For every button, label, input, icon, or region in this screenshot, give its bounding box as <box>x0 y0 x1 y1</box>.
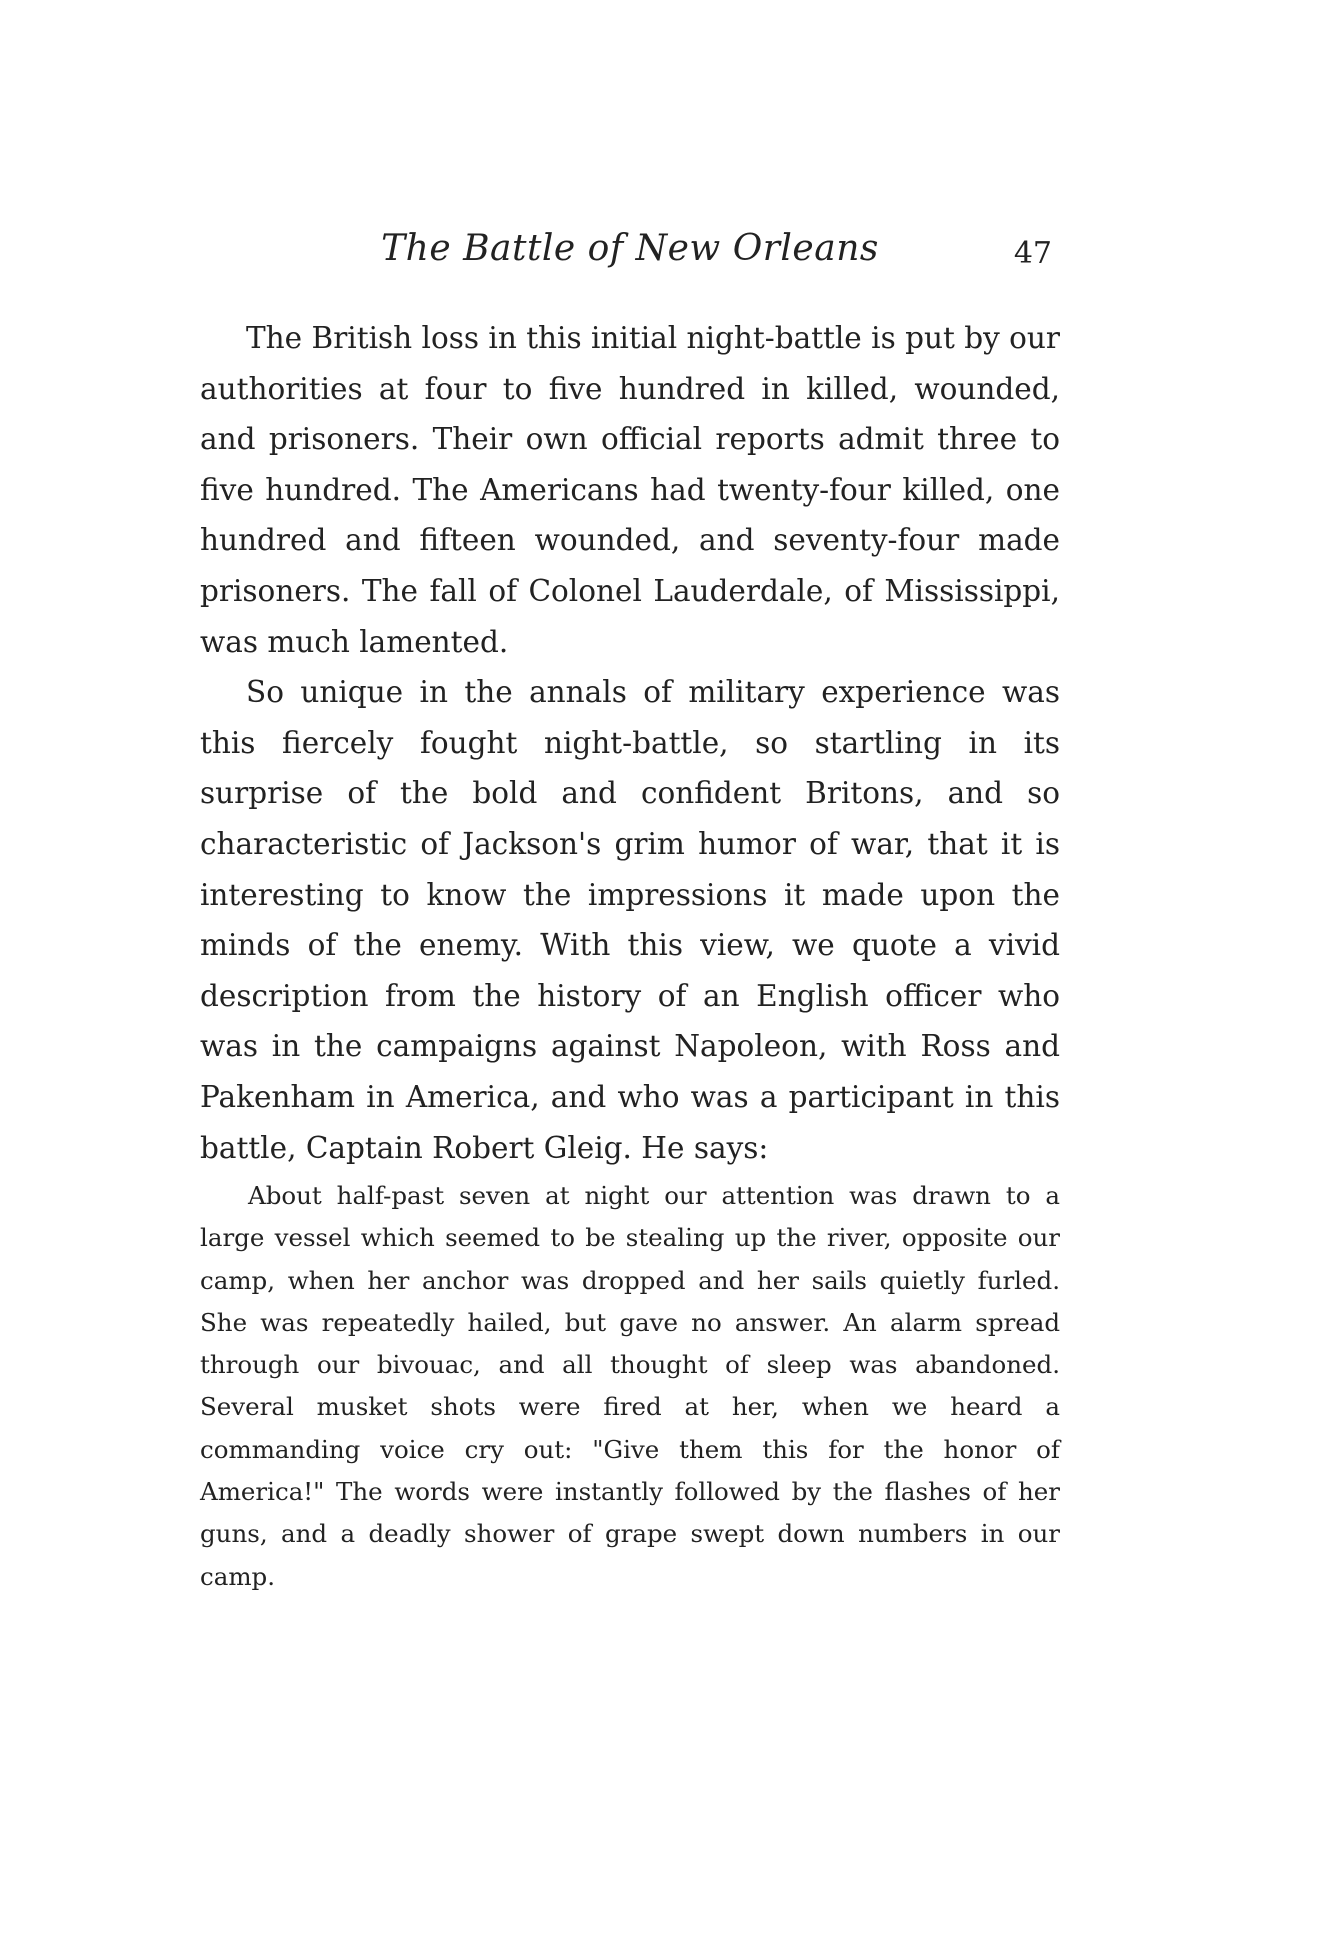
page-number: 47 <box>1013 236 1052 271</box>
paragraph: So unique in the annals of military experience was this fiercely fought night-battle, so startling in its surprise of the bold and confident Britons, and so characteristic of Jackson's grim humor of war, that it is interesting to know the impressions it made upon the minds of the enemy. With this view, we quote a vivid description from the history of an English officer who was in the campaigns against Napoleon, with Ross and Pakenham in America, and who was a participant in this battle, Captain Robert Gleig. He says: <box>200 675 1060 1165</box>
block-quote: About half-past seven at night our attention was drawn to a large vessel which seemed to be stealing up the river, opposite our camp, when her anchor was dropped and her sails quietly furled. She was repeatedly hailed, but gave no answer. An alarm spread through our bivouac, and all thought of sleep was abandoned. Several musket shots were fired at her, when we heard a commanding voice cry out: "Give them this for the honor of America!" The words were instantly followed by the flashes of her guns, and a deadly shower of grape swept down numbers in our camp. <box>200 1181 1060 1591</box>
body-text <box>200 313 1060 1173</box>
running-head <box>200 228 1060 278</box>
paragraph: The British loss in this initial night-battle is put by our authorities at four to five hundred in killed, wounded, and prisoners. Their own official reports admit three to five hundred. The Americans had twenty-four killed, one hundred and fifteen wounded, and seventy-four made prisoners. The fall of Colonel Lauderdale, of Mississippi, was much lamented. <box>200 321 1061 659</box>
running-title: The Battle of New Orleans <box>381 228 879 269</box>
